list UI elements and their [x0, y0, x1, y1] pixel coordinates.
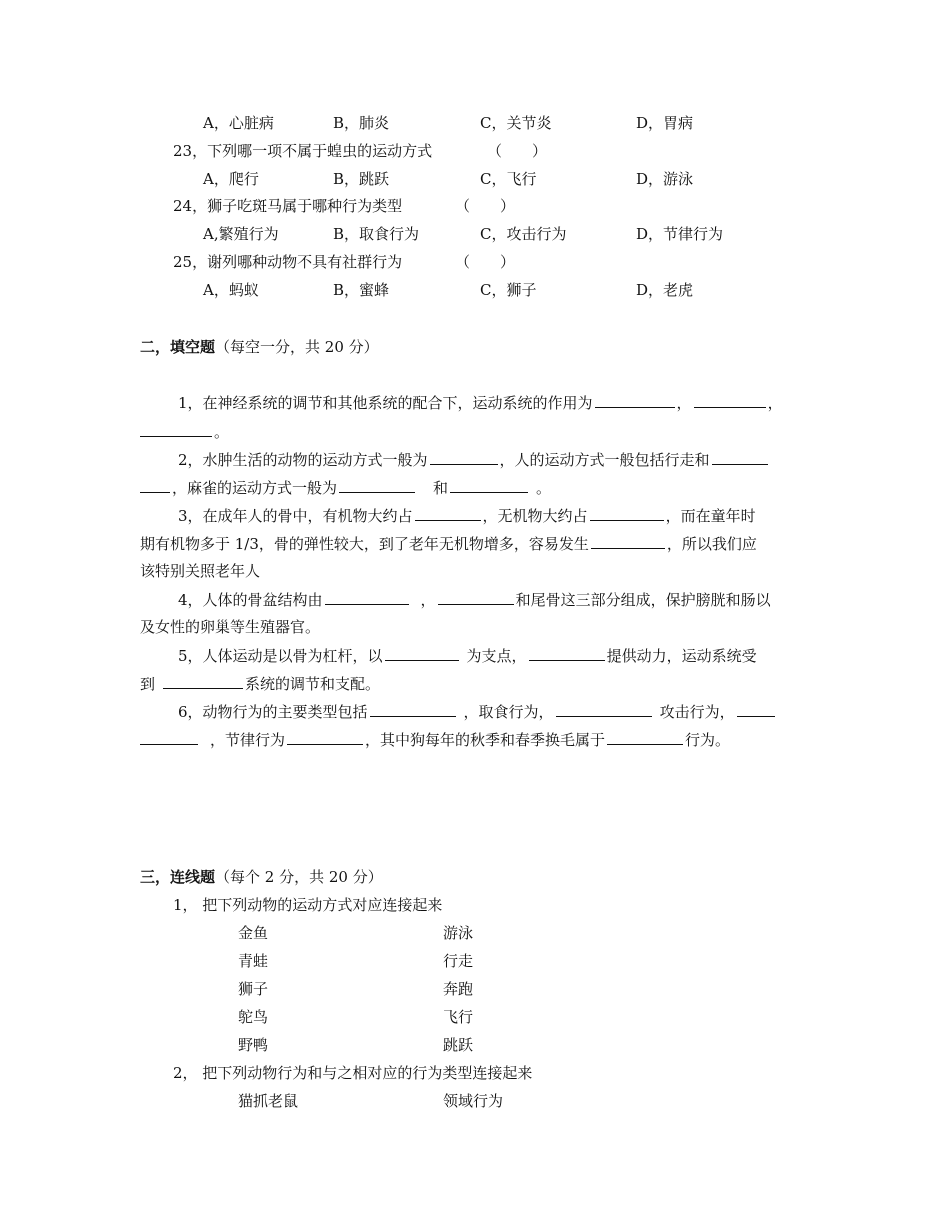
fill-item-6-text-f: 行为。 [685, 731, 731, 749]
fill-item-6-text-a: 6，动物行为的主要类型包括 [178, 703, 368, 721]
q24-option-a: A,繁殖行为 [203, 225, 279, 243]
fill-item-3-line-2 [140, 533, 757, 554]
answer-blank[interactable] [737, 701, 775, 717]
q23-option-a: A，爬行 [203, 170, 259, 188]
fill-item-2-text-c: ，麻雀的运动方式一般为 [172, 479, 338, 497]
answer-blank[interactable] [370, 701, 456, 717]
q25-option-d: D，老虎 [636, 281, 694, 299]
q24-option-d: D，节律行为 [636, 225, 724, 243]
match-q1-right-item: 奔跑 [443, 980, 474, 998]
fill-item-5-text-b: 为支点， [466, 647, 527, 665]
answer-blank[interactable] [607, 729, 683, 745]
fill-item-3-text-b: ，无机物大约占 [482, 507, 588, 525]
fill-item-1-text-a: 1，在神经系统的调节和其他系统的配合下，运动系统的作用为 [178, 394, 593, 412]
q23-answer-paren: （ ） [487, 142, 548, 160]
answer-blank[interactable] [339, 477, 415, 493]
match-q1-right-item: 飞行 [443, 1008, 474, 1026]
fill-item-5-text-c: 提供动力，运动系统受 [606, 647, 757, 665]
fill-item-2-text-e: 。 [536, 479, 552, 497]
fill-item-6-text-d: ，节律行为 [210, 731, 286, 749]
q24-option-c: C，攻击行为 [480, 225, 567, 243]
section2-title: 二，填空题 [140, 338, 216, 356]
q22-option-c: C，关节炎 [480, 114, 552, 132]
answer-blank[interactable] [385, 645, 459, 661]
answer-blank[interactable] [140, 421, 212, 437]
answer-blank[interactable] [140, 729, 198, 745]
answer-blank[interactable] [556, 701, 652, 717]
q25-stem-text: 25，谢列哪种动物不具有社群行为 [173, 253, 403, 271]
match-q1-left-item: 青蛙 [238, 952, 269, 970]
answer-blank[interactable] [430, 449, 498, 465]
match-q2-right-item: 领域行为 [443, 1092, 504, 1110]
fill-item-6-text-b: ，取食行为， [463, 703, 554, 721]
answer-blank[interactable] [325, 589, 409, 605]
fill-item-5-text-d: 到 [140, 675, 156, 693]
fill-item-4-line-1 [178, 589, 771, 610]
match-q1-right-item: 行走 [443, 952, 474, 970]
match-q2-left-item: 猫抓老鼠 [238, 1092, 299, 1110]
match-q1-right-item: 游泳 [443, 924, 474, 942]
match-q1-left-item: 野鸭 [238, 1036, 269, 1054]
q24-stem [173, 196, 402, 216]
fill-item-5-text-a: 5，人体运动是以骨为杠杆，以 [178, 647, 383, 665]
section3-title: 三，连线题 [140, 868, 216, 886]
fill-item-6-line-2 [140, 729, 730, 750]
q24-answer-paren: （ ） [455, 197, 516, 215]
fill-item-1-text-c: ， [767, 394, 783, 412]
section3-heading [140, 867, 383, 887]
answer-blank[interactable] [140, 477, 170, 493]
q23-option-b: B，跳跃 [333, 170, 390, 188]
q22-option-a: A，心脏病 [203, 114, 274, 132]
fill-item-6-text-c: 攻击行为， [659, 703, 735, 721]
answer-blank[interactable] [590, 505, 664, 521]
fill-item-4-text-a: 4，人体的骨盆结构由 [178, 591, 323, 609]
answer-blank[interactable] [163, 673, 243, 689]
q24-option-b: B，取食行为 [333, 225, 420, 243]
section2-heading [140, 337, 379, 357]
q25-option-a: A，蚂蚁 [203, 281, 259, 299]
answer-blank[interactable] [694, 392, 766, 408]
match-q1-right-item: 跳跃 [443, 1036, 474, 1054]
fill-item-1-text-d: 。 [214, 423, 230, 441]
q25-option-b: B，蜜蜂 [333, 281, 390, 299]
fill-item-2-line-1 [178, 449, 770, 470]
fill-item-4-text-d: 及女性的卵巢等生殖器官。 [140, 618, 321, 636]
q23-option-d: D，游泳 [636, 170, 694, 188]
q22-option-d: D，胃病 [636, 114, 694, 132]
fill-item-3-text-a: 3，在成年人的骨中，有机物大约占 [178, 507, 413, 525]
answer-blank[interactable] [529, 645, 605, 661]
q24-stem-text: 24，狮子吃斑马属于哪种行为类型 [173, 197, 403, 215]
fill-item-3-text-e: ，所以我们应 [666, 535, 757, 553]
section2-note: （每空一分，共 20 分） [215, 338, 379, 356]
answer-blank[interactable] [595, 392, 675, 408]
fill-item-3-text-f: 该特别关照老年人 [140, 562, 261, 580]
answer-blank[interactable] [415, 505, 481, 521]
fill-item-1-text-b: ， [676, 394, 692, 412]
fill-item-3-text-c: ，而在童年时 [665, 507, 756, 525]
answer-blank[interactable] [287, 729, 363, 745]
fill-item-1-line-1 [178, 392, 783, 413]
fill-item-1-line-2 [140, 421, 229, 442]
q23-stem [173, 141, 432, 161]
fill-item-5-line-2 [140, 673, 380, 694]
fill-item-2-text-d: 和 [433, 479, 449, 497]
match-q1-left-item: 鸵鸟 [238, 1008, 269, 1026]
answer-blank[interactable] [712, 449, 768, 465]
fill-item-5-line-1 [178, 645, 757, 666]
fill-item-6-line-1 [178, 701, 777, 722]
match-q1-stem: 1， 把下列动物的运动方式对应连接起来 [173, 896, 443, 914]
answer-blank[interactable] [438, 589, 514, 605]
match-q1-left-item: 狮子 [238, 980, 269, 998]
fill-item-4-line-2 [140, 617, 320, 637]
match-q1-left-item: 金鱼 [238, 924, 269, 942]
fill-item-2-line-2 [140, 477, 551, 498]
fill-item-3-line-3 [140, 561, 260, 581]
q23-stem-text: 23，下列哪一项不属于蝗虫的运动方式 [173, 142, 433, 160]
match-q2-stem: 2， 把下列动物行为和与之相对应的行为类型连接起来 [173, 1064, 533, 1082]
fill-item-4-text-b: ， [420, 591, 436, 609]
fill-item-6-text-e: ，其中狗每年的秋季和春季换毛属于 [365, 731, 606, 749]
answer-blank[interactable] [591, 533, 665, 549]
fill-item-2-text-b: ，人的运动方式一般包括行走和 [499, 451, 710, 469]
q23-option-c: C，飞行 [480, 170, 537, 188]
q25-answer-paren: （ ） [455, 253, 516, 271]
fill-item-2-text-a: 2，水肿生活的动物的运动方式一般为 [178, 451, 428, 469]
fill-item-3-line-1 [178, 505, 756, 526]
answer-blank[interactable] [450, 477, 528, 493]
fill-item-5-text-e: 系统的调节和支配。 [245, 675, 381, 693]
fill-item-3-text-d: 期有机物多于 1/3，骨的弹性较大，到了老年无机物增多，容易发生 [140, 535, 589, 553]
section3-note: （每个 2 分，共 20 分） [215, 868, 383, 886]
fill-item-4-text-c: 和尾骨这三部分组成，保护膀胱和肠以 [515, 591, 771, 609]
q25-option-c: C，狮子 [480, 281, 537, 299]
q25-stem [173, 252, 402, 272]
q22-option-b: B，肺炎 [333, 114, 390, 132]
